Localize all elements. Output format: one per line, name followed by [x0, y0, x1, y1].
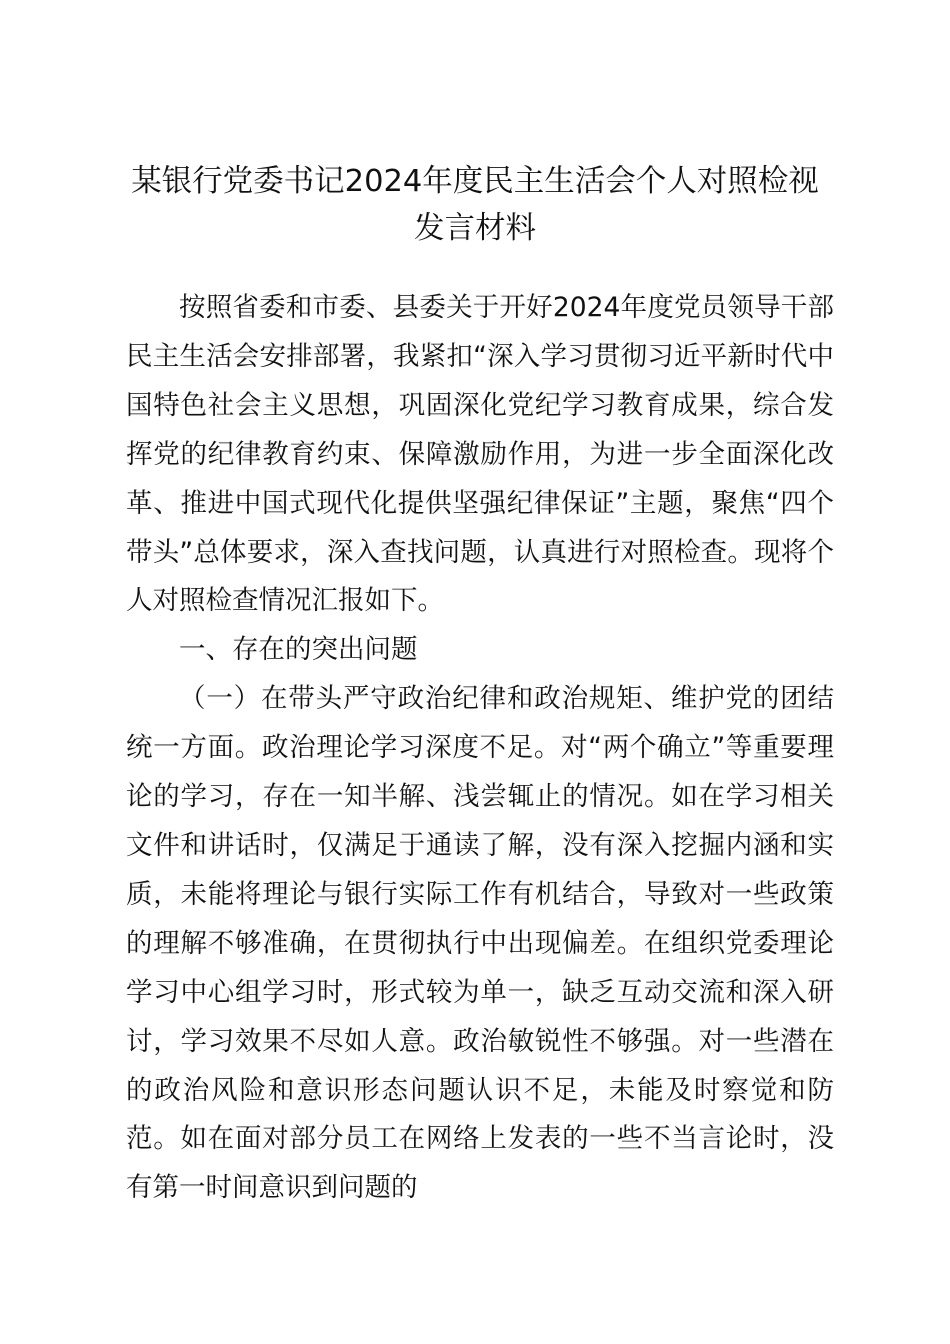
document-body [126, 284, 834, 1213]
section-heading: 一、存在的突出问题 [179, 634, 418, 666]
subsection-paragraph: （一）在带头严守政治纪律和政治规矩、维护党的团结统一方面。政治理论学习深度不足。对“两个确立”等重要理论的学习，存在一知半解、浅尝辄止的情况。如在学习相关文件和讲话时，仅满足于通读了解，没有深入挖掘内涵和实质，未能将理论与银行实际工作有机结合，导致对一些政策的理解不够准确，在贯彻执行中出现偏差。在组织党委理论学习中心组学习时，形式较为单一，缺乏互动交流和深入研讨，学习效果不尽如人意。政治敏锐性不够强。对一些潜在的政治风险和意识形态问题认识不足，未能及时察觉和防范。如在面对部分员工在网络上发表的一些不当言论时，没有第一时间意识到问题的 [126, 683, 834, 1204]
intro-paragraph: 按照省委和市委、县委关于开好2024年度党员领导干部民主生活会安排部署，我紧扣“深入学习贯彻习近平新时代中国特色社会主义思想，巩固深化党纪学习教育成果，综合发挥党的纪律教育约束、保障激励作用，为进一步全面深化改革、推进中国式现代化提供坚强纪律保证”主题，聚焦“四个带头”总体要求，深入查找问题，认真进行对照检查。现将个人对照检查情况汇报如下。 [126, 292, 834, 617]
document-title: 某银行党委书记2024年度民主生活会个人对照检视发言材料 [131, 164, 819, 246]
